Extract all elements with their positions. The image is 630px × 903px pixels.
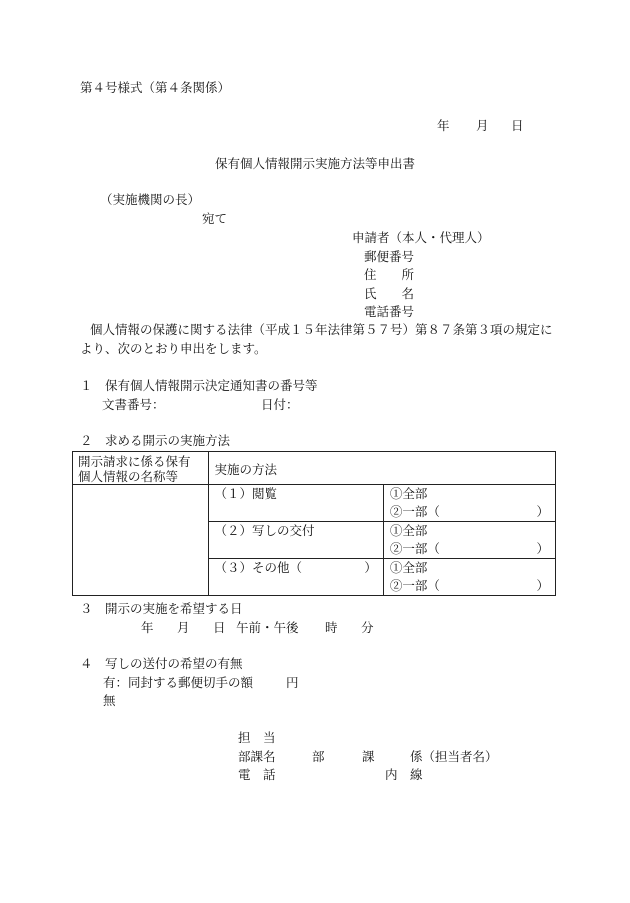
contact-kakari-label: 係（担当者名） xyxy=(410,749,498,764)
option-partial-close: ） xyxy=(536,578,549,593)
applicant-heading: 申請者（本人・代理人） xyxy=(352,230,490,245)
ampm-selector[interactable]: 午前・午後 xyxy=(236,620,299,635)
addressee: （実施機関の長） xyxy=(100,192,201,207)
method-row-other[interactable] xyxy=(208,559,383,596)
desired-year-label: 年 xyxy=(141,620,154,635)
section-2-title: ２ 求める開示の実施方法 xyxy=(80,433,231,448)
contact-ka-label: 課 xyxy=(362,749,375,764)
method-inspection-options[interactable] xyxy=(383,485,555,522)
date-year-label: 年 xyxy=(437,118,450,133)
disclosure-method-table xyxy=(72,451,556,596)
option-partial-label: ②一部（ xyxy=(389,578,440,593)
info-name-input-cell[interactable] xyxy=(73,485,209,596)
body-text-line-1: 個人情報の保護に関する法律（平成１５年法律第５７号）第８７条第３項の規定に xyxy=(90,322,553,337)
stamp-amount-yen-label: 円 xyxy=(286,675,299,690)
applicant-address-label: 住 所 xyxy=(364,267,415,282)
mail-no-option[interactable]: 無 xyxy=(103,693,116,708)
notice-date-label: 日付： xyxy=(261,397,299,412)
table-header-info-name-line-2: 個人情報の名称等 xyxy=(78,469,179,484)
method-inspection-label: （１）閲覧 xyxy=(214,486,278,501)
method-row-copy[interactable] xyxy=(208,522,383,559)
applicant-postal-label: 郵便番号 xyxy=(364,249,415,264)
option-all-checkbox[interactable]: ①全部 xyxy=(389,486,428,501)
form-style-number: 第４号様式（第４条関係） xyxy=(80,80,231,95)
table-header-info-name-line-1: 開示請求に係る保有 xyxy=(78,454,191,469)
option-partial-field[interactable] xyxy=(384,577,555,595)
date-month-label: 月 xyxy=(476,118,489,133)
method-row-inspection[interactable] xyxy=(208,485,383,522)
applicant-name-label: 氏 名 xyxy=(364,286,415,301)
section-4-title: ４ 写しの送付の希望の有無 xyxy=(80,656,243,671)
method-other-options[interactable] xyxy=(383,559,555,596)
addressee-suffix: 宛て xyxy=(202,211,228,226)
contact-department-label: 部課名 xyxy=(238,749,276,764)
date-day-label: 日 xyxy=(511,118,524,133)
contact-phone-label: 電 話 xyxy=(238,767,276,782)
option-partial-close: ） xyxy=(536,541,549,556)
contact-tanto-label: 担 当 xyxy=(238,730,276,745)
method-other-field[interactable] xyxy=(209,559,383,577)
option-all-checkbox[interactable]: ①全部 xyxy=(389,523,428,538)
table-header-info-name xyxy=(73,452,209,485)
section-1-title: １ 保有個人情報開示決定通知書の番号等 xyxy=(80,378,318,393)
document-number-label: 文書番号： xyxy=(102,397,165,412)
option-partial-close: ） xyxy=(536,504,549,519)
desired-day-label: 日 xyxy=(213,620,226,635)
option-partial-label: ②一部（ xyxy=(389,541,440,556)
applicant-phone-label: 電話番号 xyxy=(364,304,415,319)
method-other-close: ） xyxy=(364,560,377,575)
method-other-label: （３）その他（ xyxy=(214,560,303,575)
option-partial-field[interactable] xyxy=(384,503,555,521)
option-partial-label: ②一部（ xyxy=(389,504,440,519)
option-partial-field[interactable] xyxy=(384,540,555,558)
document-title: 保有個人情報開示実施方法等申出書 xyxy=(215,156,416,171)
method-copy-label: （２）写しの交付 xyxy=(214,523,315,538)
contact-extension-label: 内 線 xyxy=(385,767,423,782)
body-text-line-2: より、次のとおり申出をします。 xyxy=(80,341,267,356)
desired-month-label: 月 xyxy=(177,620,190,635)
table-header-method: 実施の方法 xyxy=(208,452,555,485)
method-copy-options[interactable] xyxy=(383,522,555,559)
section-3-title: ３ 開示の実施を希望する日 xyxy=(80,601,243,616)
desired-minute-label: 分 xyxy=(361,620,374,635)
mail-yes-option[interactable]: 有：同封する郵便切手の額 xyxy=(103,675,254,690)
option-all-checkbox[interactable]: ①全部 xyxy=(389,560,428,575)
contact-bu-label: 部 xyxy=(312,749,325,764)
desired-hour-label: 時 xyxy=(325,620,338,635)
